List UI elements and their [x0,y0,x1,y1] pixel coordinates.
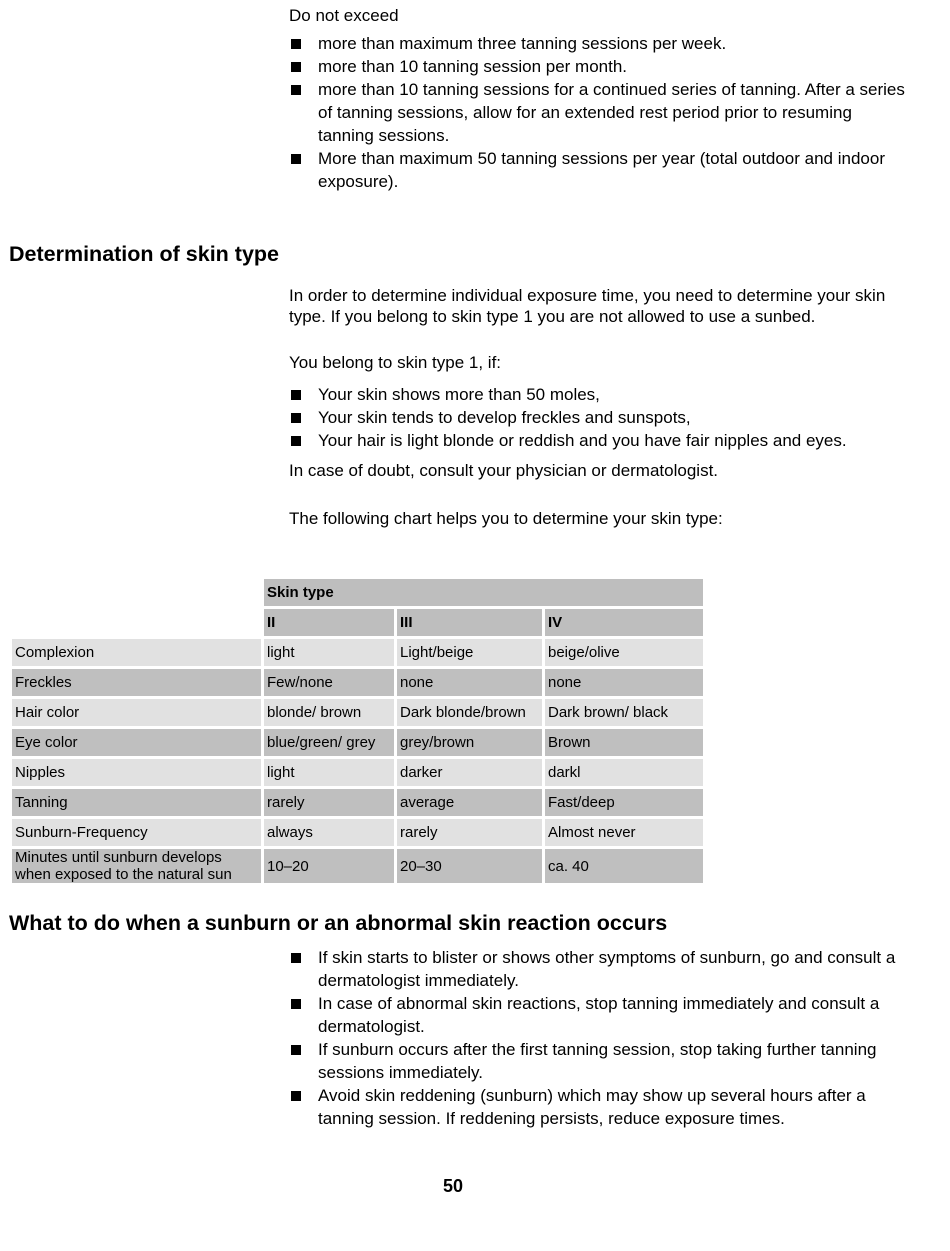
table-cell: grey/brown [397,729,542,756]
list-item: more than 10 tanning sessions for a continued series of tanning. After a series of tanning sessions, allow for an extended rest period prior to resuming tanning sessions. [289,78,909,147]
table-cell: Few/none [264,669,394,696]
table-cell: Dark blonde/brown [397,699,542,726]
list-item: In case of abnormal skin reactions, stop tanning immediately and consult a dermatologist. [289,992,909,1038]
table-cell: blonde/ brown [264,699,394,726]
table-cell: always [264,819,394,846]
table-row [12,699,703,726]
table-cell: 10–20 [264,849,394,883]
table-row [12,669,703,696]
table-cell: Brown [545,729,703,756]
section-heading-skin-type: Determination of skin type [9,242,279,266]
table-cell: Almost never [545,819,703,846]
table-row [12,849,703,883]
table-title: Skin type [264,579,703,606]
exposure-limits [289,5,909,193]
table-cell: light [264,639,394,666]
table-row [12,759,703,786]
table-cell: blue/green/ grey [264,729,394,756]
doubt-text: In case of doubt, consult your physician or dermatologist. [289,461,719,480]
row-label: Eye color [12,729,261,756]
square-bullet-icon [291,154,301,164]
type1-intro: You belong to skin type 1, if: [289,353,502,372]
square-bullet-icon [291,1045,301,1055]
table-cell: darker [397,759,542,786]
list-item: Your skin tends to develop freckles and sunspots, [289,406,909,429]
square-bullet-icon [291,436,301,446]
square-bullet-icon [291,390,301,400]
table-cell: Light/beige [397,639,542,666]
skin-type-intro-block [289,285,909,327]
row-label: Sunburn-Frequency [12,819,261,846]
table-cell: light [264,759,394,786]
column-header: III [397,609,542,636]
square-bullet-icon [291,85,301,95]
row-label: Complexion [12,639,261,666]
square-bullet-icon [291,999,301,1009]
table-cell: rarely [264,789,394,816]
table-cell: ca. 40 [545,849,703,883]
table-row [12,639,703,666]
skin-type-intro: In order to determine individual exposure time, you need to determine your skin type. If you belong to skin type 1 you are not allowed to use a sunbed. [289,286,886,326]
list-item: If skin starts to blister or shows other symptoms of sunburn, go and consult a dermatologist immediately. [289,946,909,992]
table-header-row [12,579,703,606]
square-bullet-icon [291,39,301,49]
list-item: If sunburn occurs after the first tanning session, stop taking further tanning sessions immediately. [289,1038,909,1084]
table-cell: 20–30 [397,849,542,883]
list-item: more than maximum three tanning sessions per week. [289,32,909,55]
table-cell: Fast/deep [545,789,703,816]
table-cell: Dark brown/ black [545,699,703,726]
table-column-header-row [12,609,703,636]
sunburn-block [289,946,909,1130]
list-item: more than 10 tanning session per month. [289,55,909,78]
table-cell: rarely [397,819,542,846]
doubt-block [289,460,909,481]
skin-type-1-block [289,352,909,452]
limits-list [289,32,909,193]
row-label-line: when exposed to the natural sun [15,866,232,883]
square-bullet-icon [291,953,301,963]
row-label: Tanning [12,789,261,816]
square-bullet-icon [291,62,301,72]
table-row [12,729,703,756]
limits-intro: Do not exceed [289,6,399,25]
row-label-line: Minutes until sunburn develops [15,849,222,866]
row-label: Freckles [12,669,261,696]
table-cell: none [397,669,542,696]
table-row [12,819,703,846]
list-item: Your hair is light blonde or reddish and you have fair nipples and eyes. [289,429,909,452]
list-item: Your skin shows more than 50 moles, [289,383,909,406]
table-cell: beige/olive [545,639,703,666]
type1-list [289,383,909,452]
row-label: Hair color [12,699,261,726]
skin-type-table [9,576,706,886]
table-cell: average [397,789,542,816]
page-number: 50 [442,1176,464,1196]
chart-intro-block [289,508,909,529]
table-cell: darkl [545,759,703,786]
column-header: II [264,609,394,636]
row-label: Nipples [12,759,261,786]
square-bullet-icon [291,1091,301,1101]
list-item: More than maximum 50 tanning sessions per year (total outdoor and indoor exposure). [289,147,909,193]
list-item: Avoid skin reddening (sunburn) which may show up several hours after a tanning session. If reddening persists, reduce exposure times. [289,1084,909,1130]
table-cell: none [545,669,703,696]
square-bullet-icon [291,413,301,423]
sunburn-list [289,946,909,1130]
chart-intro-text: The following chart helps you to determine your skin type: [289,509,723,528]
row-label [12,849,261,883]
table-row [12,789,703,816]
column-header: IV [545,609,703,636]
section-heading-sunburn: What to do when a sunburn or an abnormal skin reaction occurs [9,911,668,935]
